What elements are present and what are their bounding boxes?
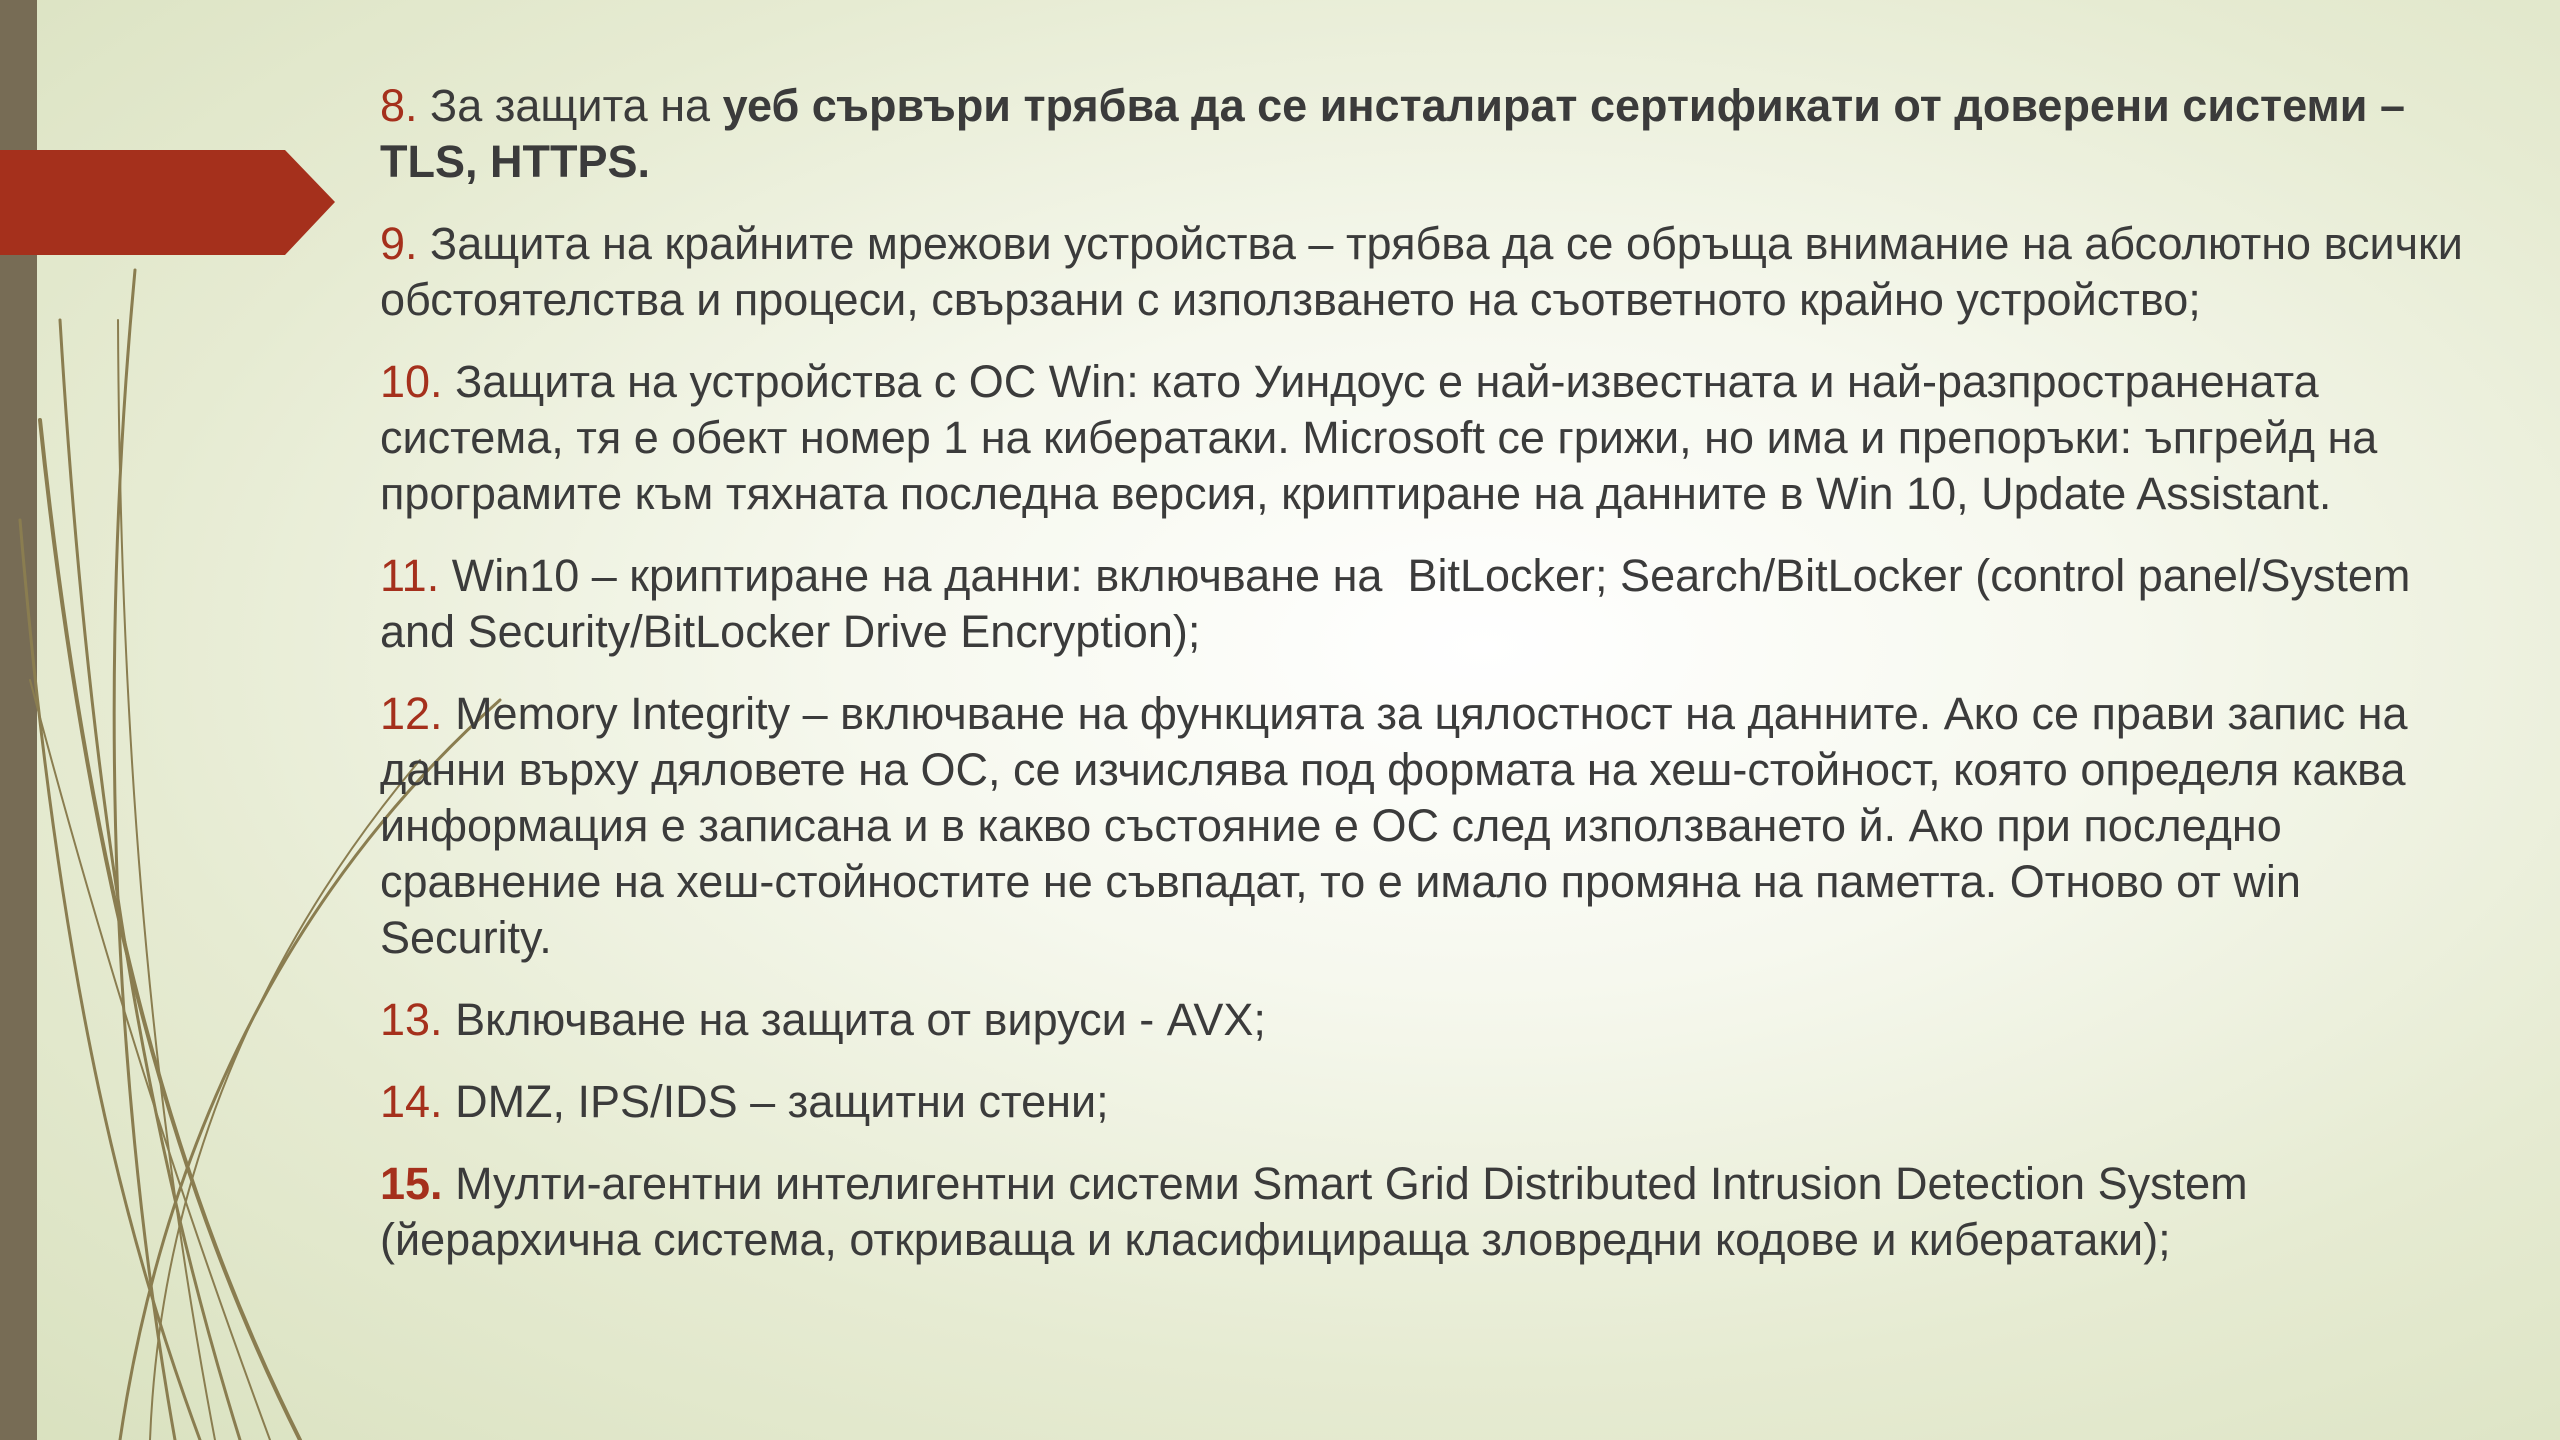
item-number: 14. — [380, 1076, 443, 1127]
deco-line — [114, 270, 175, 1440]
item-number: 12. — [380, 688, 443, 739]
item-text: Memory Integrity – включване на функцията за цялостност на данните. Ако се прави запис на данни върху дяловете на ОС, се изчислява под формата на хеш-стойност, която определя каква информация е записана и в какво състояние е ОС след използването й. Ако при последно сравнение на хеш-стойностите не съвпадат, то е имало промяна на паметта. Отново от win Security. — [380, 688, 2421, 963]
list-item — [380, 216, 2490, 328]
item-number: 10. — [380, 356, 443, 407]
item-number: 15. — [380, 1158, 443, 1209]
item-text: Win10 – криптиране на данни: включване на BitLocker; Search/BitLocker (control panel/System and Security/BitLocker Drive Encryption); — [380, 550, 2423, 657]
item-text: Мулти-агентни интелигентни системи Smart Grid Distributed Intrusion Detection System (йерархична система, откриваща и класифицираща зловредни кодове и кибератаки); — [380, 1158, 2261, 1265]
list-item — [380, 992, 2490, 1048]
list-item — [380, 354, 2490, 522]
deco-line — [20, 520, 200, 1440]
item-text-bold: уеб сървъри трябва да се инсталират сертификати от доверени системи – TLS, HTTPS. — [380, 80, 2405, 187]
item-text: Защита на крайните мрежови устройства – трябва да се обръща внимание на абсолютно всички обстоятелства и процеси, свързани с използването на съответното крайно устройство; — [380, 218, 2476, 325]
item-text: За защита на — [417, 80, 723, 131]
list-item — [380, 686, 2490, 966]
item-number: 11. — [380, 550, 440, 601]
red-arrow-banner — [0, 150, 335, 255]
item-text: DMZ, IPS/IDS – защитни стени; — [442, 1076, 1109, 1127]
item-number: 13. — [380, 994, 443, 1045]
item-number: 9. — [380, 218, 418, 269]
item-number: 8. — [380, 80, 418, 131]
list-item — [380, 1074, 2490, 1130]
list-item — [380, 1156, 2490, 1268]
list-item — [380, 78, 2490, 190]
deco-line — [118, 320, 215, 1440]
list-item — [380, 548, 2490, 660]
item-text: Включване на защита от вируси - AVX; — [442, 994, 1266, 1045]
content-list — [380, 78, 2490, 1294]
item-text: Защита на устройства с ОС Win: като Уиндоус е най-известната и най-разпространената система, тя е обект номер 1 на кибератаки. Microsoft се грижи, но има и препоръки: ъпгрейд на програмите към тяхната последна версия, криптиране на данните в Win 10, Update Assistant. — [380, 356, 2390, 519]
